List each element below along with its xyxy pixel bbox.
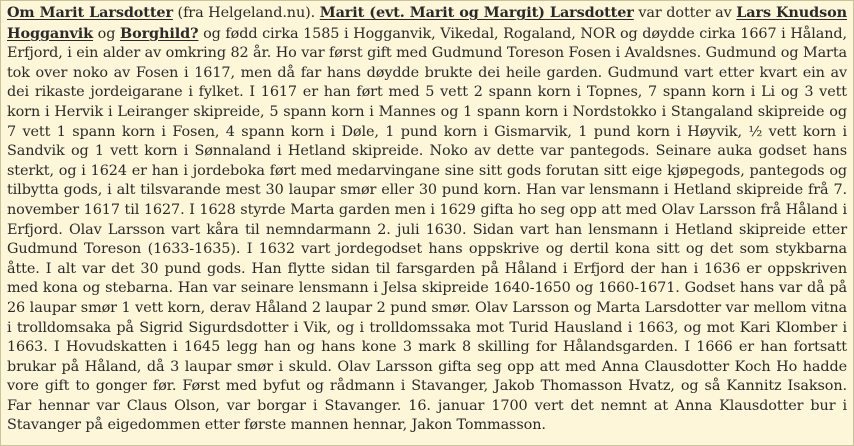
conjunction-text: og xyxy=(93,25,121,42)
article-title-link[interactable]: Om Marit Larsdotter xyxy=(7,4,173,21)
intro-text: var dotter av xyxy=(633,5,737,21)
biography-body: og fødd cirka 1585 i Hogganvik, Vikedal, Rogaland, NOR og døydde cirka 1667 i Håland, Erfjord, i ein alder av omkring 82 år. Ho var først gift med Gudmund Toreson Fosen i Avaldsnes. Gudmund og Marta tok over noko av Fosen i 1617, men då far hans døydde brukte dei heile garden. Gudmund vart etter kvart ein av dei rikaste jordeigarane i fylket. I 1617 er han ført med 5 vett 2 spann korn i Topnes, 7 spann korn i Li og 3 vett korn i Hervik i Leiranger skipreide, 5 spann korn i Mannes og 1 spann korn i Nordstokko i Stangaland skipreide og 7 vett 1 spann korn i Fosen, 4 spann korn i Døle, 1 pund korn i Gismarvik, 1 pund korn i Høyvik, ½ vett korn i Sandvik og 1 vett korn i Sønnaland i Hetland skipreide. Noko av dette var pantegods. Seinare auka godset hans sterkt, og i 1624 er han i jordeboka ført med medarvingane sine sitt gods forutan sitt eige kjøpegods, pantegods og tilbytta gods, i alt tilsvarande mest 30 laupar smør eller 30 pund korn. Han var lensmann i Hetland skipreide frå 7. november 1617 til 1627. I 1628 styrde Marta garden men i 1629 gifta ho seg opp att med Olav Larsson frå Håland i Erfjord. Olav Larsson vart kåra til nemndarmann 2. juli 1630. Sidan vart han lensmann i Hetland skipreide etter Gudmund Toreson (1633-1635). I 1632 vart jordegodset hans oppskrive og dertil kona sitt og det som stykbarna åtte. I alt var det 30 pund gods. Han flytte sidan til farsgarden på Håland i Erfjord der han i 1636 er oppskriven med kona og stebarna. Han var seinare lensmann i Jelsa skipreide 1640-1650 og 1660-1671. Godset hans var då på 26 laupar smør 1 vett korn, derav Håland 2 laupar 2 pund smør. Olav Larsson og Marta Larsdotter var mellom vitna i trolldomsaka på Sigrid Sigurdsdotter i Vik, og i trolldomssaka mot Turid Hausland i 1663, og mot Kari Klomber i 1663. I Hovudskatten i 1645 legg han og hans kone 3 mark 8 skilling for Hålandsgarden. I 1666 er han fortsatt brukar på Håland, då 3 laupar smør i skuld. Olav Larsson gifta seg opp att med Anna Clausdotter Koch Ho hadde vore gift to gonger før. Først med byfut og rådmann i Stavanger, Jakob Thomasson Hvatz, og så Kannitz Isakson. Far hennar var Claus Olson, var borgar i Stavanger. 16. januar 1700 vert det nemnt at Anna Klausdotter bur i Stavanger på eigedommen etter første mannen hennar, Jakon Tommasson. xyxy=(7,25,848,434)
father-name-link[interactable]: Lars Knudson Hogganvik xyxy=(7,4,847,42)
biography-paragraph xyxy=(1,1,853,436)
source-note: (fra Helgeland.nu). xyxy=(172,5,320,21)
mother-name-link[interactable]: Borghild? xyxy=(120,24,199,42)
subject-name-link[interactable]: Marit (evt. Marit og Margit) Larsdotter xyxy=(319,4,634,21)
